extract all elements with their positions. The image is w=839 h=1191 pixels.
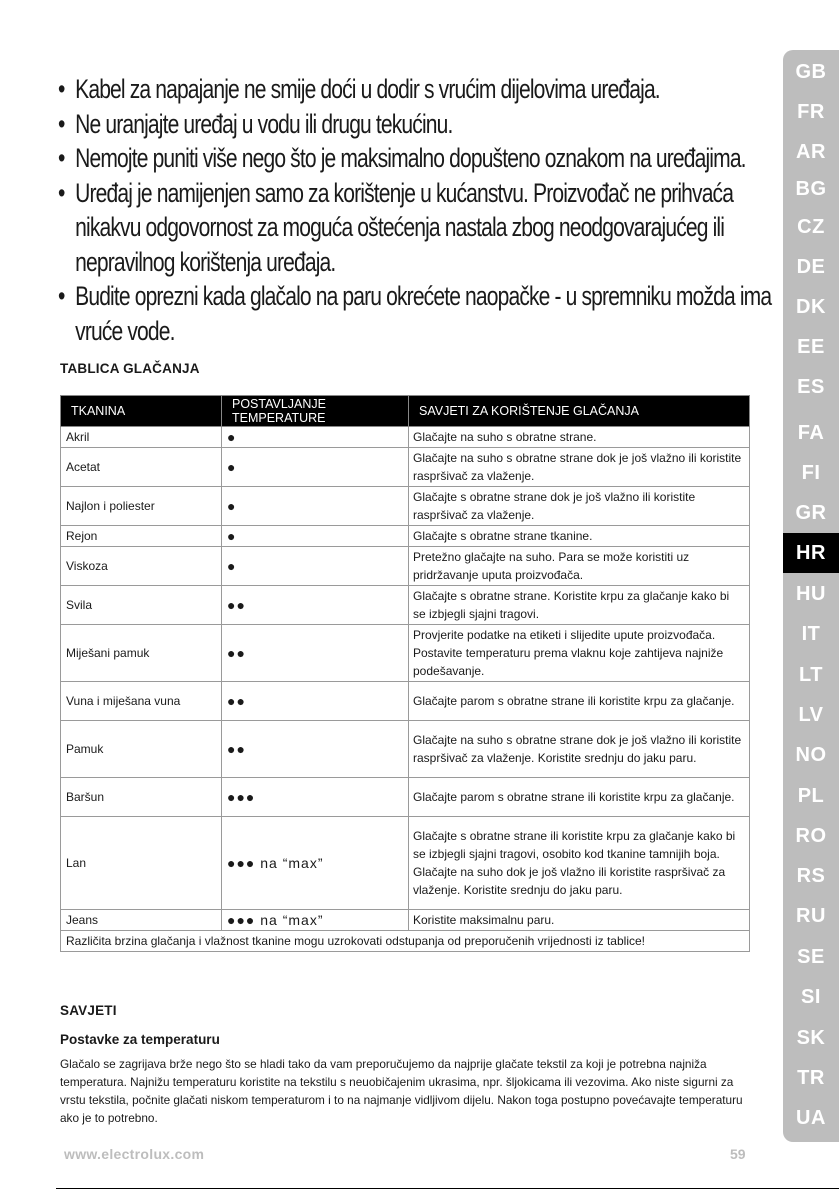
temperature-cell: ● xyxy=(222,487,409,526)
fabric-cell: Baršun xyxy=(61,778,222,817)
table-row xyxy=(61,682,750,721)
language-tab-hu[interactable]: HU xyxy=(796,583,826,605)
language-tab-de[interactable]: DE xyxy=(796,256,826,278)
fabric-cell: Miješani pamuk xyxy=(61,625,222,682)
table-row xyxy=(61,778,750,817)
header-temperature: POSTAVLJANJE TEMPERATURE xyxy=(222,396,409,427)
language-tab-fi[interactable]: FI xyxy=(801,462,821,484)
language-tab-cz[interactable]: CZ xyxy=(797,216,825,238)
page-number: 59 xyxy=(730,1146,746,1162)
ironing-table-title: TABLICA GLAČANJA xyxy=(60,361,200,376)
language-tab-tr[interactable]: TR xyxy=(797,1067,825,1089)
language-tab-hr-active[interactable]: HR xyxy=(783,533,839,573)
temperature-settings-paragraph: Glačalo se zagrijava brže nego što se hladi tako da vam preporučujemo da najprije glačate tekstil za koji je potrebna najniža temperatura. Najnižu temperaturu koristite na tekstilu s neuobičajenim ukrasima, npr. šljokicama ili vezovima. Ako niste sigurni za vrstu tekstila, počnite glačati niskom temperaturom i to na najmanje vidljivom dijelu. Nakon toga postupno povećavajte temperaturu ako je to potrebno. xyxy=(60,1057,743,1125)
table-row xyxy=(61,586,750,625)
temperature-cell: ●● xyxy=(222,682,409,721)
fabric-cell: Najlon i poliester xyxy=(61,487,222,526)
temperature-settings-subtitle: Postavke za temperaturu xyxy=(60,1032,220,1047)
temperature-cell: ● xyxy=(222,526,409,547)
temperature-cell: ●●● na “max” xyxy=(222,910,409,931)
fabric-cell: Lan xyxy=(61,817,222,910)
advice-cell: Koristite maksimalnu paru. xyxy=(409,910,750,931)
language-tab-lv[interactable]: LV xyxy=(798,704,824,726)
language-tab-ua[interactable]: UA xyxy=(796,1107,826,1129)
language-sidebar xyxy=(783,50,839,1142)
advice-cell: Glačajte na suho s obratne strane dok je još vlažno ili koristite raspršivač za vlaženje. xyxy=(409,448,750,487)
language-tab-gb[interactable]: GB xyxy=(795,61,827,83)
temperature-cell: ●● xyxy=(222,721,409,778)
table-header-row xyxy=(61,396,750,427)
temperature-cell: ● xyxy=(222,547,409,586)
table-footnote-row xyxy=(61,931,750,952)
table-row xyxy=(61,817,750,910)
temperature-cell: ● xyxy=(222,448,409,487)
advice-cell: Glačajte s obratne strane tkanine. xyxy=(409,526,750,547)
language-tab-fa[interactable]: FA xyxy=(797,422,825,444)
language-tab-ar[interactable]: AR xyxy=(796,141,826,163)
advice-cell: Pretežno glačajte na suho. Para se može koristiti uz pridržavanje uputa proizvođača. xyxy=(409,547,750,586)
language-tab-si[interactable]: SI xyxy=(801,986,821,1008)
safety-bullet: • Kabel za napajanje ne smije doći u dodir s vrućim dijelovima uređaja. xyxy=(58,72,779,107)
advice-cell: Provjerite podatke na etiketi i slijedite upute proizvođača. Postavite temperaturu prema vlaknu koje zahtijeva najniže podešavanje. xyxy=(409,625,750,682)
ironing-table xyxy=(60,395,750,952)
language-tab-ru[interactable]: RU xyxy=(796,905,826,927)
tips-title: SAVJETI xyxy=(60,1003,117,1018)
table-footnote: Različita brzina glačanja i vlažnost tkanine mogu uzrokovati odstupanja od preporučenih vrijednosti iz tablice! xyxy=(61,931,750,952)
language-tab-se[interactable]: SE xyxy=(797,946,825,968)
table-row xyxy=(61,547,750,586)
fabric-cell: Viskoza xyxy=(61,547,222,586)
language-tab-lt[interactable]: LT xyxy=(799,664,823,686)
language-tab-sk[interactable]: SK xyxy=(796,1027,826,1049)
advice-cell: Glačajte na suho s obratne strane. xyxy=(409,427,750,448)
safety-bullet: • Uređaj je namijenjen samo za korištenje u kućanstvu. Proizvođač ne prihvaća nikakvu odgovornost za moguća oštećenja nastala zbog neodgovarajućeg ili nepravilnog korištenja uređaja. xyxy=(58,176,779,280)
table-row xyxy=(61,625,750,682)
safety-bullet: • Ne uranjajte uređaj u vodu ili drugu tekućinu. xyxy=(58,107,779,142)
fabric-cell: Jeans xyxy=(61,910,222,931)
language-tab-no[interactable]: NO xyxy=(795,744,827,766)
temperature-cell: ●●● xyxy=(222,778,409,817)
language-tab-fr[interactable]: FR xyxy=(797,101,825,123)
advice-cell: Glačajte parom s obratne strane ili koristite krpu za glačanje. xyxy=(409,778,750,817)
language-tab-es[interactable]: ES xyxy=(797,376,825,398)
fabric-cell: Vuna i miješana vuna xyxy=(61,682,222,721)
language-tab-ro[interactable]: RO xyxy=(795,825,827,847)
language-tab-dk[interactable]: DK xyxy=(796,296,826,318)
language-tab-gr[interactable]: GR xyxy=(795,502,827,524)
table-row xyxy=(61,526,750,547)
language-tab-ee[interactable]: EE xyxy=(797,336,825,358)
language-tab-it[interactable]: IT xyxy=(801,623,821,645)
advice-cell: Glačajte s obratne strane. Koristite krpu za glačanje kako bi se izbjegli sjajni tragovi. xyxy=(409,586,750,625)
temperature-cell: ●● xyxy=(222,586,409,625)
temperature-cell: ●● xyxy=(222,625,409,682)
table-row xyxy=(61,721,750,778)
header-advice: SAVJETI ZA KORIŠTENJE GLAČANJA xyxy=(409,396,750,427)
advice-cell: Glačajte s obratne strane ili koristite krpu za glačanje kako bi se izbjegli sjajni tragovi, osobito kod tkanine tamnijih boja. Glačajte na suho dok je još vlažno ili koristite raspršivač za vlaženje. Koristite srednju do jaku paru. xyxy=(409,817,750,910)
footer-website[interactable]: www.electrolux.com xyxy=(64,1146,205,1162)
header-fabric: TKANINA xyxy=(61,396,222,427)
fabric-cell: Acetat xyxy=(61,448,222,487)
language-tab-bg[interactable]: BG xyxy=(795,178,827,200)
table-row xyxy=(61,487,750,526)
language-tab-pl[interactable]: PL xyxy=(797,785,825,807)
temperature-cell: ●●● na “max” xyxy=(222,817,409,910)
advice-cell: Glačajte na suho s obratne strane dok je još vlažno ili koristite raspršivač za vlaženje. Koristite srednju do jaku paru. xyxy=(409,721,750,778)
safety-bullet: • Budite oprezni kada glačalo na paru okrećete naopačke - u spremniku možda ima vruće vode. xyxy=(58,279,779,348)
footer-divider xyxy=(56,1188,839,1189)
temperature-cell: ● xyxy=(222,427,409,448)
language-tab-rs[interactable]: RS xyxy=(796,865,826,887)
fabric-cell: Pamuk xyxy=(61,721,222,778)
table-row xyxy=(61,427,750,448)
fabric-cell: Akril xyxy=(61,427,222,448)
advice-cell: Glačajte s obratne strane dok je još vlažno ili koristite raspršivač za vlaženje. xyxy=(409,487,750,526)
fabric-cell: Svila xyxy=(61,586,222,625)
table-row xyxy=(61,910,750,931)
fabric-cell: Rejon xyxy=(61,526,222,547)
table-row xyxy=(61,448,750,487)
advice-cell: Glačajte parom s obratne strane ili koristite krpu za glačanje. xyxy=(409,682,750,721)
safety-bullet: • Nemojte puniti više nego što je maksimalno dopušteno oznakom na uređajima. xyxy=(58,141,779,176)
safety-bullet-list xyxy=(58,72,772,348)
